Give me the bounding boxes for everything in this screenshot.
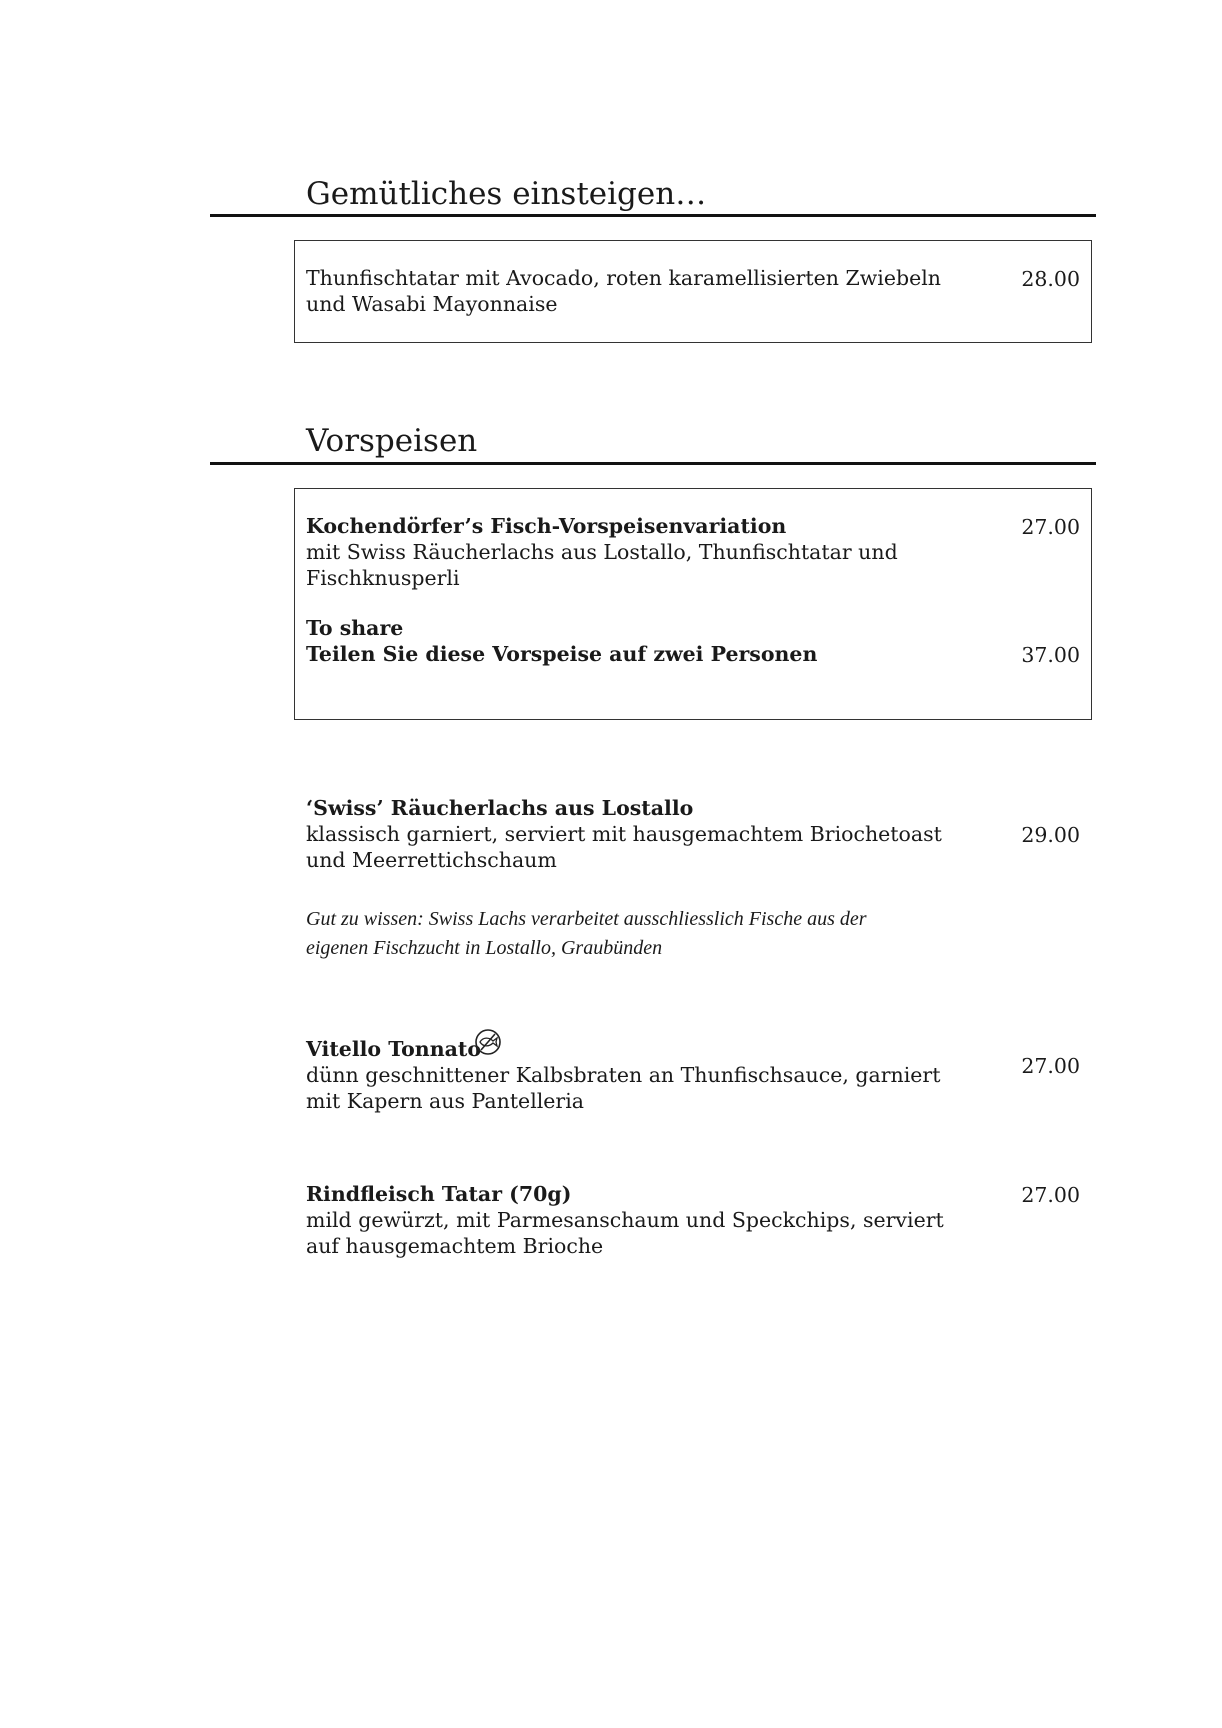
item-note: Gut zu wissen: Swiss Lachs verarbeitet ausschliesslich Fische aus der <box>306 908 867 930</box>
section-divider <box>210 462 1096 465</box>
item-price: 28.00 <box>1021 267 1080 291</box>
item-description: und Wasabi Mayonnaise <box>306 292 558 316</box>
item-description: dünn geschnittener Kalbsbraten an Thunfischsauce, garniert <box>306 1063 941 1087</box>
item-description: auf hausgemachtem Brioche <box>306 1234 604 1258</box>
item-description: Fischknusperli <box>306 566 460 590</box>
item-description: Thunfischtatar mit Avocado, roten karamellisierten Zwiebeln <box>306 266 941 290</box>
item-name: Kochendörfer’s Fisch-Vorspeisenvariation <box>306 514 787 538</box>
item-description: und Meerrettichschaum <box>306 848 557 872</box>
section-title-vorspeisen: Vorspeisen <box>306 423 478 459</box>
section-divider <box>210 214 1096 217</box>
item-description: mit Kapern aus Pantelleria <box>306 1089 585 1113</box>
item-name: Vitello Tonnato <box>306 1037 482 1061</box>
item-name: ‘Swiss’ Räucherlachs aus Lostallo <box>306 796 694 820</box>
item-description: Teilen Sie diese Vorspeise auf zwei Personen <box>306 642 818 666</box>
item-name: To share <box>306 616 404 640</box>
item-price: 29.00 <box>1021 823 1080 847</box>
item-name: Rindfleisch Tatar (70g) <box>306 1182 572 1206</box>
item-note: eigenen Fischzucht in Lostallo, Graubünden <box>306 937 663 959</box>
item-price: 27.00 <box>1021 1183 1080 1207</box>
item-description: mit Swiss Räucherlachs aus Lostallo, Thunfischtatar und <box>306 540 898 564</box>
item-price: 27.00 <box>1021 515 1080 539</box>
item-description: mild gewürzt, mit Parmesanschaum und Speckchips, serviert <box>306 1208 944 1232</box>
no-fish-icon <box>474 1028 502 1056</box>
item-description: klassisch garniert, serviert mit hausgemachtem Briochetoast <box>306 822 942 846</box>
section-title-einsteigen: Gemütliches einsteigen… <box>306 176 707 212</box>
item-price: 27.00 <box>1021 1054 1080 1078</box>
item-price: 37.00 <box>1021 643 1080 667</box>
